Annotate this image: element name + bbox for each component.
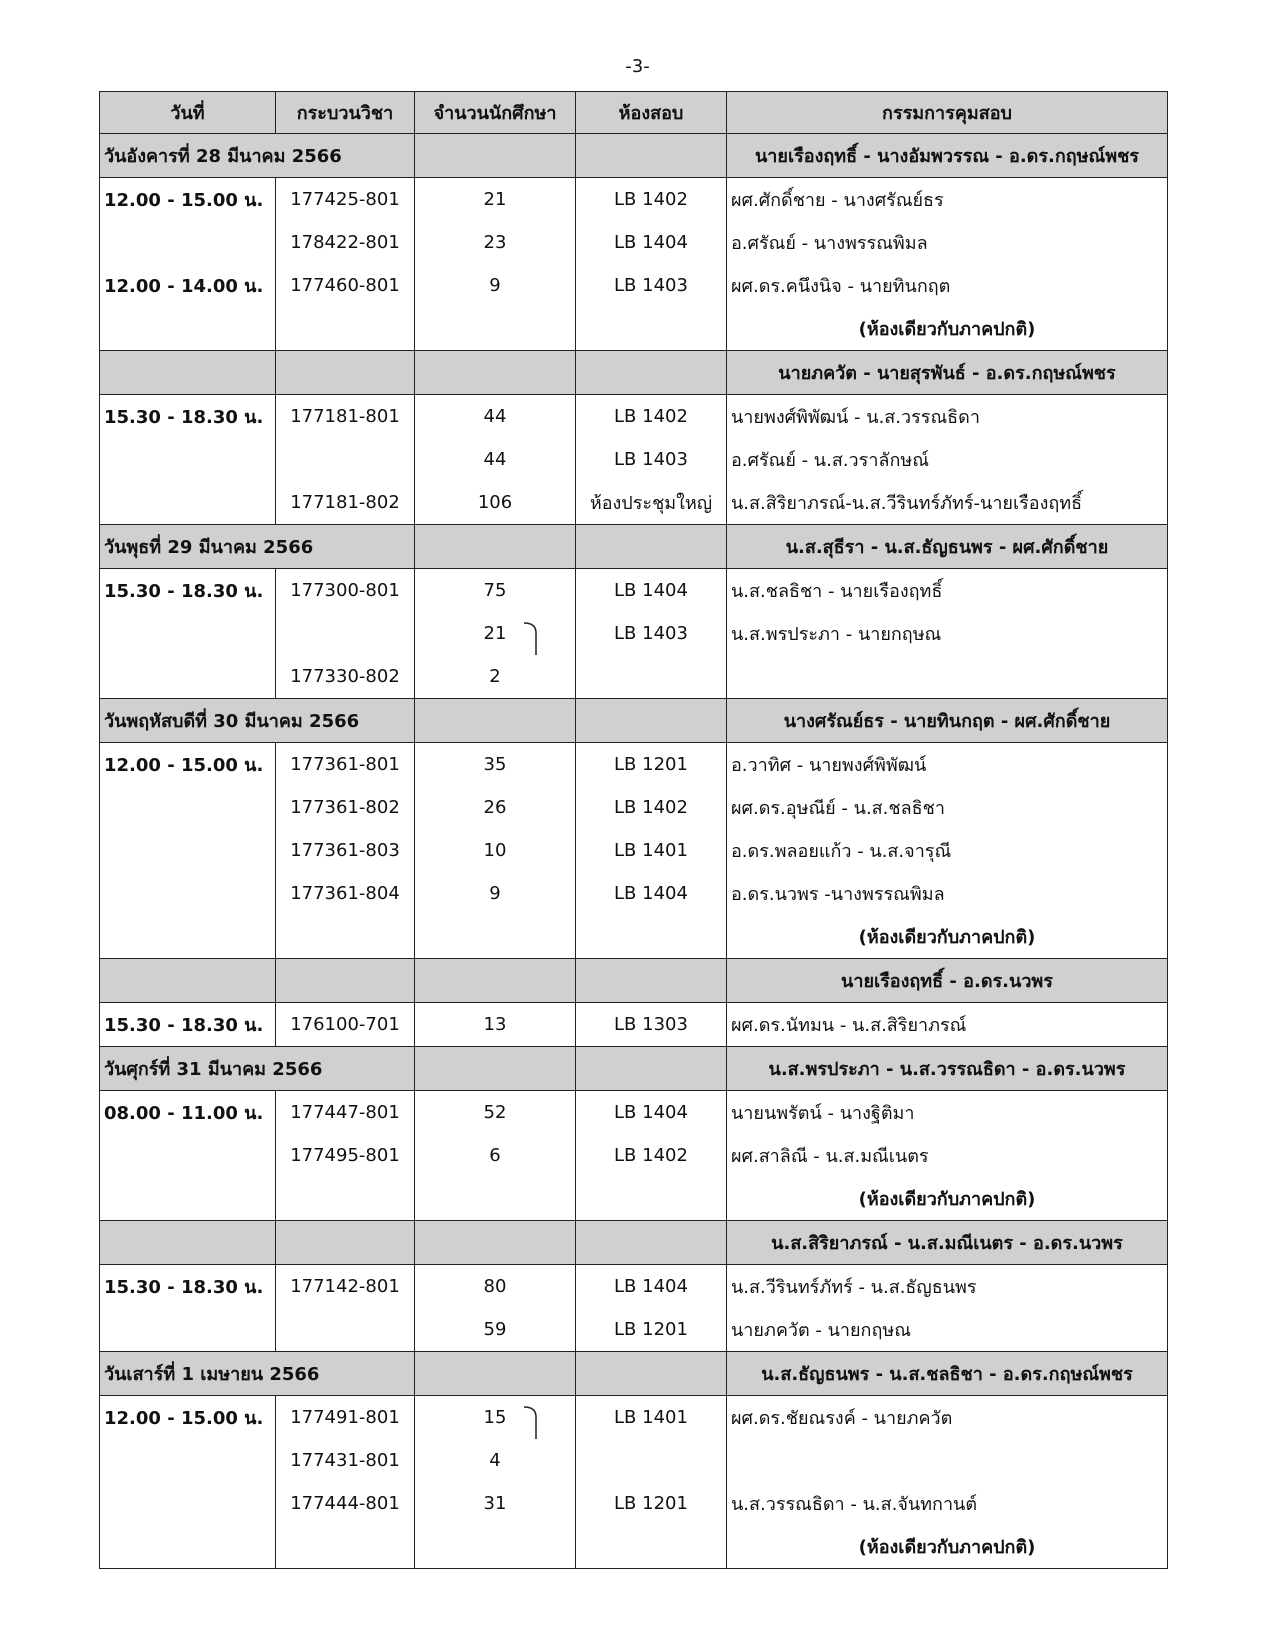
student-count-value bbox=[484, 840, 507, 861]
exam-time bbox=[100, 481, 276, 525]
proctor-names: ผศ.สาลิณี - น.ส.มณีเนตร bbox=[727, 1134, 1168, 1177]
student-count bbox=[415, 612, 576, 655]
empty-cell bbox=[276, 1525, 415, 1569]
proctor-names: อ.ดร.พลอยแก้ว - น.ส.จารุณี bbox=[727, 829, 1168, 872]
student-count bbox=[415, 786, 576, 829]
exam-time: 12.00 - 15.00 น. bbox=[100, 1396, 276, 1440]
exam-room: LB 1404 bbox=[576, 872, 727, 915]
course-code: 177444-801 bbox=[276, 1482, 415, 1525]
exam-schedule-table bbox=[99, 91, 1168, 1569]
student-count-text: 2 bbox=[489, 666, 501, 687]
student-count-text: 4 bbox=[489, 1450, 501, 1471]
empty-cell bbox=[576, 1221, 727, 1265]
schedule-row bbox=[100, 1003, 1168, 1047]
course-code: 177361-804 bbox=[276, 872, 415, 915]
schedule-row bbox=[100, 178, 1168, 222]
empty-cell bbox=[576, 1352, 727, 1396]
student-count-value bbox=[489, 1145, 500, 1166]
empty-cell bbox=[576, 134, 727, 178]
exam-time bbox=[100, 829, 276, 872]
committee-names: น.ส.สิริยาภรณ์ - น.ส.มณีเนตร - อ.ดร.นวพร bbox=[727, 1221, 1168, 1265]
course-code bbox=[276, 438, 415, 481]
exam-time bbox=[100, 786, 276, 829]
student-count-text: 44 bbox=[483, 449, 507, 470]
course-code bbox=[276, 1308, 415, 1352]
student-count-text: 35 bbox=[483, 754, 507, 775]
schedule-row bbox=[100, 221, 1168, 264]
exam-room: LB 1303 bbox=[576, 1003, 727, 1047]
empty-cell bbox=[276, 1221, 415, 1265]
empty-cell bbox=[100, 959, 276, 1003]
header-student-count: จำนวนนักศึกษา bbox=[415, 92, 576, 134]
empty-cell bbox=[415, 525, 576, 569]
same-room-note: (ห้องเดียวกับภาคปกติ) bbox=[727, 1177, 1168, 1221]
grouping-brace-icon bbox=[522, 621, 546, 655]
committee-names: นายเรืองฤทธิ์ - อ.ดร.นวพร bbox=[727, 959, 1168, 1003]
empty-cell bbox=[576, 959, 727, 1003]
student-count-value bbox=[489, 883, 500, 904]
exam-room: LB 1401 bbox=[576, 829, 727, 872]
student-count-text: 15 bbox=[483, 1407, 507, 1428]
proctor-names: ผศ.ศักดิ์ชาย - นางศรัณย์ธร bbox=[727, 178, 1168, 222]
schedule-row bbox=[100, 1308, 1168, 1352]
exam-time bbox=[100, 221, 276, 264]
exam-time: 12.00 - 15.00 น. bbox=[100, 178, 276, 222]
proctor-names: น.ส.ชลธิชา - นายเรืองฤทธิ์ bbox=[727, 569, 1168, 613]
exam-time: 15.30 - 18.30 น. bbox=[100, 1265, 276, 1309]
grouping-brace-icon bbox=[522, 1405, 546, 1439]
proctor-names: ผศ.ดร.ชัยณรงค์ - นายภควัต bbox=[727, 1396, 1168, 1440]
student-count-text: 13 bbox=[483, 1014, 507, 1035]
proctor-names: ผศ.ดร.คนึงนิจ - นายทินกฤต bbox=[727, 264, 1168, 307]
student-count-value bbox=[489, 666, 500, 687]
proctor-names: น.ส.วีรินทร์ภัทร์ - น.ส.ธัญธนพร bbox=[727, 1265, 1168, 1309]
exam-room: LB 1201 bbox=[576, 1308, 727, 1352]
day-header-row bbox=[100, 1352, 1168, 1396]
empty-cell bbox=[415, 1177, 576, 1221]
student-count-value bbox=[484, 1319, 507, 1340]
exam-room: LB 1201 bbox=[576, 1482, 727, 1525]
student-count-value bbox=[484, 1493, 507, 1514]
exam-time bbox=[100, 655, 276, 699]
student-count-text: 80 bbox=[483, 1276, 507, 1297]
schedule-row bbox=[100, 1091, 1168, 1135]
student-count bbox=[415, 1396, 576, 1440]
exam-room bbox=[576, 655, 727, 699]
student-count bbox=[415, 1439, 576, 1482]
student-count-text: 26 bbox=[483, 797, 507, 818]
same-room-note: (ห้องเดียวกับภาคปกติ) bbox=[727, 307, 1168, 351]
schedule-row bbox=[100, 1439, 1168, 1482]
student-count-text: 75 bbox=[483, 580, 507, 601]
note-row bbox=[100, 307, 1168, 351]
student-count-text: 9 bbox=[489, 275, 501, 296]
empty-cell bbox=[576, 915, 727, 959]
same-room-note: (ห้องเดียวกับภาคปกติ) bbox=[727, 1525, 1168, 1569]
empty-cell bbox=[415, 307, 576, 351]
day-label: วันเสาร์ที่ 1 เมษายน 2566 bbox=[100, 1352, 415, 1396]
exam-time: 12.00 - 15.00 น. bbox=[100, 743, 276, 787]
schedule-row bbox=[100, 612, 1168, 655]
student-count bbox=[415, 872, 576, 915]
exam-room: LB 1403 bbox=[576, 612, 727, 655]
course-code: 177361-802 bbox=[276, 786, 415, 829]
note-row bbox=[100, 1177, 1168, 1221]
student-count-value bbox=[484, 580, 507, 601]
course-code: 177425-801 bbox=[276, 178, 415, 222]
exam-time bbox=[100, 872, 276, 915]
student-count bbox=[415, 655, 576, 699]
student-count-value bbox=[484, 623, 507, 644]
empty-cell bbox=[415, 959, 576, 1003]
proctor-names: นายนพรัตน์ - นางฐิติมา bbox=[727, 1091, 1168, 1135]
empty-cell bbox=[576, 307, 727, 351]
student-count-text: 44 bbox=[483, 406, 507, 427]
schedule-row bbox=[100, 1396, 1168, 1440]
student-count bbox=[415, 481, 576, 525]
proctor-names: อ.วาทิศ - นายพงศ์พิพัฒน์ bbox=[727, 743, 1168, 787]
empty-cell bbox=[415, 134, 576, 178]
schedule-row bbox=[100, 264, 1168, 307]
exam-time bbox=[100, 1482, 276, 1525]
exam-room: LB 1402 bbox=[576, 786, 727, 829]
exam-time: 15.30 - 18.30 น. bbox=[100, 1003, 276, 1047]
course-code: 177300-801 bbox=[276, 569, 415, 613]
student-count-value bbox=[489, 1450, 500, 1471]
exam-room: LB 1402 bbox=[576, 1134, 727, 1177]
header-date: วันที่ bbox=[100, 92, 276, 134]
empty-cell bbox=[100, 915, 276, 959]
exam-time bbox=[100, 612, 276, 655]
empty-cell bbox=[100, 1177, 276, 1221]
student-count-text: 9 bbox=[489, 883, 501, 904]
student-count-text: 106 bbox=[477, 492, 513, 513]
schedule-row bbox=[100, 743, 1168, 787]
course-code: 177447-801 bbox=[276, 1091, 415, 1135]
student-count-value bbox=[484, 449, 507, 470]
student-count bbox=[415, 1003, 576, 1047]
exam-room: LB 1404 bbox=[576, 1091, 727, 1135]
student-count bbox=[415, 264, 576, 307]
schedule-row bbox=[100, 1134, 1168, 1177]
exam-room: LB 1404 bbox=[576, 221, 727, 264]
header-row bbox=[100, 92, 1168, 134]
student-count-value bbox=[484, 797, 507, 818]
student-count bbox=[415, 438, 576, 481]
exam-room: LB 1403 bbox=[576, 264, 727, 307]
student-count-value bbox=[489, 275, 500, 296]
empty-cell bbox=[576, 1525, 727, 1569]
exam-room bbox=[576, 1439, 727, 1482]
student-count-text: 21 bbox=[483, 623, 507, 644]
proctor-names bbox=[727, 655, 1168, 699]
student-count bbox=[415, 1308, 576, 1352]
exam-room: LB 1401 bbox=[576, 1396, 727, 1440]
student-count-text: 31 bbox=[483, 1493, 507, 1514]
empty-cell bbox=[276, 915, 415, 959]
empty-cell bbox=[576, 525, 727, 569]
schedule-row bbox=[100, 1265, 1168, 1309]
course-code: 176100-701 bbox=[276, 1003, 415, 1047]
proctor-names: น.ส.วรรณธิดา - น.ส.จันทกานต์ bbox=[727, 1482, 1168, 1525]
course-code: 177181-802 bbox=[276, 481, 415, 525]
empty-cell bbox=[415, 351, 576, 395]
student-count bbox=[415, 395, 576, 439]
student-count bbox=[415, 1134, 576, 1177]
student-count bbox=[415, 829, 576, 872]
exam-room: ห้องประชุมใหญ่ bbox=[576, 481, 727, 525]
empty-cell bbox=[576, 699, 727, 743]
same-room-note: (ห้องเดียวกับภาคปกติ) bbox=[727, 915, 1168, 959]
empty-cell bbox=[276, 351, 415, 395]
exam-time bbox=[100, 1439, 276, 1482]
schedule-row bbox=[100, 481, 1168, 525]
student-count bbox=[415, 221, 576, 264]
student-count-text: 6 bbox=[489, 1145, 501, 1166]
schedule-row bbox=[100, 395, 1168, 439]
exam-room: LB 1404 bbox=[576, 1265, 727, 1309]
committee-names: น.ส.พรประภา - น.ส.วรรณธิดา - อ.ดร.นวพร bbox=[727, 1047, 1168, 1091]
proctor-names: นายภควัต - นายกฤษณ bbox=[727, 1308, 1168, 1352]
exam-time bbox=[100, 1134, 276, 1177]
committee-header-row bbox=[100, 1221, 1168, 1265]
committee-header-row bbox=[100, 351, 1168, 395]
student-count-text: 52 bbox=[483, 1102, 507, 1123]
header-course: กระบวนวิชา bbox=[276, 92, 415, 134]
proctor-names bbox=[727, 1439, 1168, 1482]
empty-cell bbox=[100, 307, 276, 351]
empty-cell bbox=[415, 1525, 576, 1569]
exam-room: LB 1402 bbox=[576, 395, 727, 439]
exam-time bbox=[100, 1308, 276, 1352]
course-code: 177491-801 bbox=[276, 1396, 415, 1440]
committee-header-row bbox=[100, 959, 1168, 1003]
schedule-row bbox=[100, 438, 1168, 481]
proctor-names: น.ส.พรประภา - นายกฤษณ bbox=[727, 612, 1168, 655]
proctor-names: อ.ศรัณย์ - น.ส.วราลักษณ์ bbox=[727, 438, 1168, 481]
student-count-value bbox=[484, 232, 507, 253]
empty-cell bbox=[576, 1047, 727, 1091]
proctor-names: ผศ.ดร.นัทมน - น.ส.สิริยาภรณ์ bbox=[727, 1003, 1168, 1047]
proctor-names: ผศ.ดร.อุษณีย์ - น.ส.ชลธิชา bbox=[727, 786, 1168, 829]
student-count-value bbox=[484, 1102, 507, 1123]
empty-cell bbox=[576, 1177, 727, 1221]
empty-cell bbox=[100, 1525, 276, 1569]
header-exam-room: ห้องสอบ bbox=[576, 92, 727, 134]
committee-names: น.ส.สุธีรา - น.ส.ธัญธนพร - ผศ.ศักดิ์ชาย bbox=[727, 525, 1168, 569]
schedule-row bbox=[100, 786, 1168, 829]
student-count bbox=[415, 178, 576, 222]
student-count bbox=[415, 743, 576, 787]
day-header-row bbox=[100, 1047, 1168, 1091]
day-label: วันอังคารที่ 28 มีนาคม 2566 bbox=[100, 134, 415, 178]
note-row bbox=[100, 915, 1168, 959]
day-header-row bbox=[100, 134, 1168, 178]
course-code: 177431-801 bbox=[276, 1439, 415, 1482]
student-count bbox=[415, 1265, 576, 1309]
course-code: 178422-801 bbox=[276, 221, 415, 264]
day-label: วันศุกร์ที่ 31 มีนาคม 2566 bbox=[100, 1047, 415, 1091]
exam-time: 08.00 - 11.00 น. bbox=[100, 1091, 276, 1135]
course-code: 177361-803 bbox=[276, 829, 415, 872]
course-code: 177330-802 bbox=[276, 655, 415, 699]
exam-room: LB 1403 bbox=[576, 438, 727, 481]
schedule-row bbox=[100, 655, 1168, 699]
schedule-row bbox=[100, 829, 1168, 872]
exam-time: 15.30 - 18.30 น. bbox=[100, 395, 276, 439]
day-label: วันพฤหัสบดีที่ 30 มีนาคม 2566 bbox=[100, 699, 415, 743]
student-count-value bbox=[484, 1014, 507, 1035]
schedule-row bbox=[100, 872, 1168, 915]
proctor-names: อ.ศรัณย์ - นางพรรณพิมล bbox=[727, 221, 1168, 264]
schedule-row bbox=[100, 1482, 1168, 1525]
course-code bbox=[276, 612, 415, 655]
note-row bbox=[100, 1525, 1168, 1569]
schedule-row bbox=[100, 569, 1168, 613]
course-code: 177361-801 bbox=[276, 743, 415, 787]
student-count-value bbox=[478, 492, 512, 513]
proctor-names: นายพงศ์พิพัฒน์ - น.ส.วรรณธิดา bbox=[727, 395, 1168, 439]
page-number: -3- bbox=[625, 56, 650, 77]
student-count-value bbox=[484, 406, 507, 427]
exam-room: LB 1201 bbox=[576, 743, 727, 787]
day-header-row bbox=[100, 699, 1168, 743]
empty-cell bbox=[415, 1047, 576, 1091]
proctor-names: น.ส.สิริยาภรณ์-น.ส.วีรินทร์ภัทร์-นายเรืองฤทธิ์ bbox=[727, 481, 1168, 525]
committee-names: น.ส.ธัญธนพร - น.ส.ชลธิชา - อ.ดร.กฤษณ์พชร bbox=[727, 1352, 1168, 1396]
empty-cell bbox=[100, 351, 276, 395]
empty-cell bbox=[276, 1177, 415, 1221]
empty-cell bbox=[276, 307, 415, 351]
empty-cell bbox=[276, 959, 415, 1003]
course-code: 177495-801 bbox=[276, 1134, 415, 1177]
committee-names: นายเรืองฤทธิ์ - นางอัมพวรรณ - อ.ดร.กฤษณ์พชร bbox=[727, 134, 1168, 178]
exam-room: LB 1404 bbox=[576, 569, 727, 613]
committee-names: นางศรัณย์ธร - นายทินกฤต - ผศ.ศักดิ์ชาย bbox=[727, 699, 1168, 743]
student-count-text: 10 bbox=[483, 840, 507, 861]
student-count-value bbox=[484, 754, 507, 775]
empty-cell bbox=[415, 1352, 576, 1396]
student-count-text: 23 bbox=[483, 232, 507, 253]
student-count-value bbox=[484, 189, 507, 210]
empty-cell bbox=[415, 1221, 576, 1265]
exam-time bbox=[100, 438, 276, 481]
student-count-text: 59 bbox=[483, 1319, 507, 1340]
student-count-value bbox=[484, 1276, 507, 1297]
empty-cell bbox=[100, 1221, 276, 1265]
student-count-text: 21 bbox=[483, 189, 507, 210]
day-header-row bbox=[100, 525, 1168, 569]
header-proctors: กรรมการคุมสอบ bbox=[727, 92, 1168, 134]
course-code: 177142-801 bbox=[276, 1265, 415, 1309]
day-label: วันพุธที่ 29 มีนาคม 2566 bbox=[100, 525, 415, 569]
course-code: 177181-801 bbox=[276, 395, 415, 439]
student-count-value bbox=[484, 1407, 507, 1428]
student-count bbox=[415, 569, 576, 613]
student-count bbox=[415, 1482, 576, 1525]
exam-room: LB 1402 bbox=[576, 178, 727, 222]
empty-cell bbox=[415, 699, 576, 743]
empty-cell bbox=[576, 351, 727, 395]
exam-time: 12.00 - 14.00 น. bbox=[100, 264, 276, 307]
exam-time: 15.30 - 18.30 น. bbox=[100, 569, 276, 613]
proctor-names: อ.ดร.นวพร -นางพรรณพิมล bbox=[727, 872, 1168, 915]
committee-names: นายภควัต - นายสุรพันธ์ - อ.ดร.กฤษณ์พชร bbox=[727, 351, 1168, 395]
course-code: 177460-801 bbox=[276, 264, 415, 307]
empty-cell bbox=[415, 915, 576, 959]
student-count bbox=[415, 1091, 576, 1135]
